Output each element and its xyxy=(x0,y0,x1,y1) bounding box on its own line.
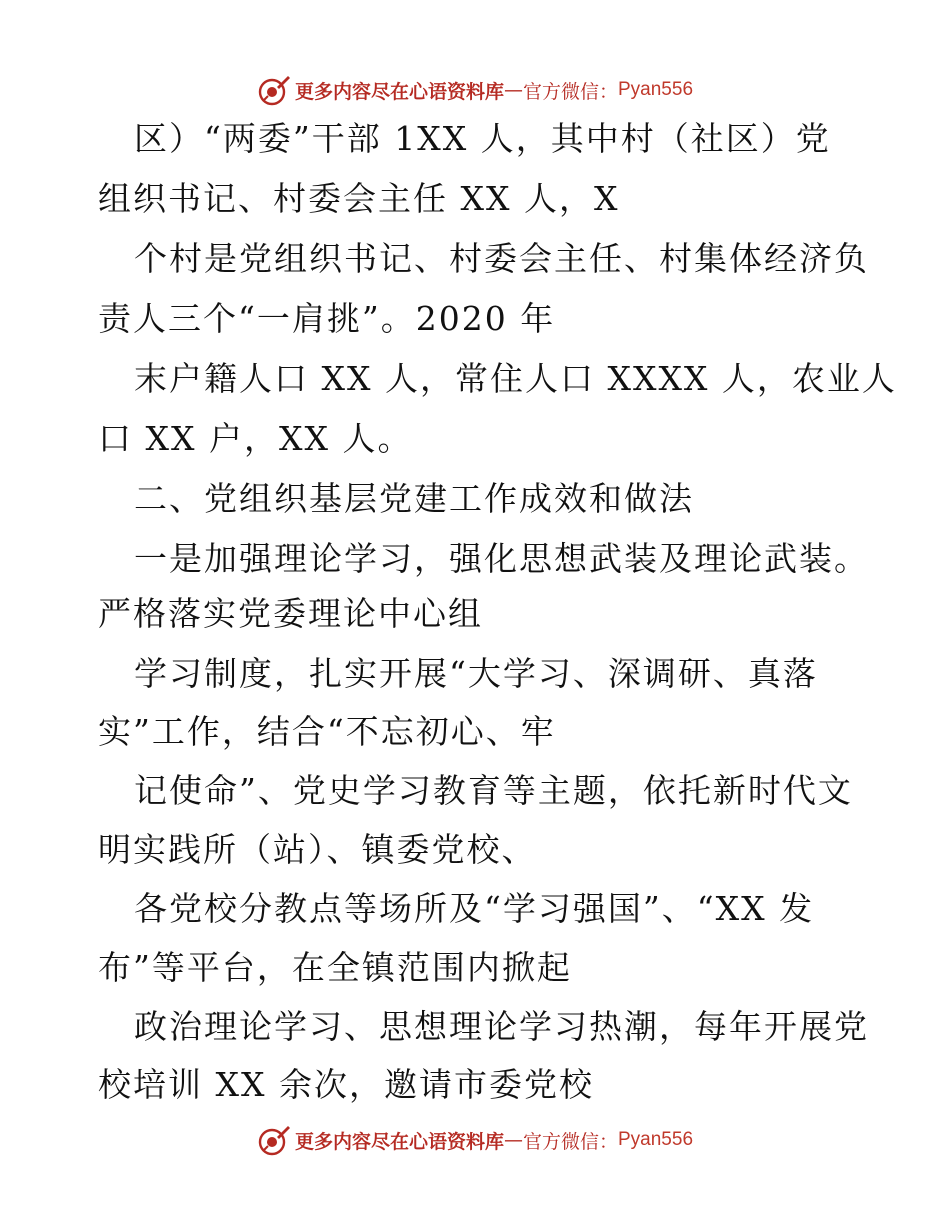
body-line: 校培训 XX 余次，邀请市委党校 xyxy=(98,1065,594,1104)
body-line: 区）“两委”干部 1XX 人，其中村（社区）党 xyxy=(134,119,831,158)
body-line: 实”工作，结合“不忘初心、牢 xyxy=(98,712,556,751)
quill-logo-icon xyxy=(257,73,291,107)
body-line: 口 XX 户，XX 人。 xyxy=(98,419,413,458)
watermark-dash: — xyxy=(503,1129,523,1151)
body-line: 布”等平台，在全镇范围内掀起 xyxy=(98,948,572,987)
body-line: 末户籍人口 XX 人，常住人口 XXXX 人，农业人 xyxy=(134,359,897,398)
watermark-account: Pyan556 xyxy=(618,1129,694,1150)
body-line: 明实践所（站）、镇委党校、 xyxy=(98,830,537,869)
watermark-brand-text: 更多内容尽在心语资料库 xyxy=(294,80,504,103)
body-line: 责人三个“一肩挑”。2020 年 xyxy=(98,299,556,338)
body-line: 记使命”、党史学习教育等主题，依托新时代文 xyxy=(134,771,853,810)
watermark-account: Pyan556 xyxy=(618,79,694,100)
body-line: 严格落实党委理论中心组 xyxy=(98,594,483,633)
header-watermark xyxy=(0,70,950,110)
body-line: 政治理论学习、思想理论学习热潮，每年开展党 xyxy=(134,1007,869,1046)
body-line: 学习制度，扎实开展“大学习、深调研、真落 xyxy=(134,654,818,693)
quill-logo-icon xyxy=(257,1123,291,1157)
watermark-brand-text: 更多内容尽在心语资料库 xyxy=(294,1130,504,1153)
body-line: 组织书记、村委会主任 XX 人，X xyxy=(98,179,620,218)
watermark-wechat-label: 官方微信： xyxy=(522,1130,618,1153)
footer-watermark xyxy=(0,1120,950,1160)
body-line: 各党校分教点等场所及“学习强国”、“XX 发 xyxy=(134,889,815,928)
watermark-wechat-label: 官方微信： xyxy=(522,80,618,103)
body-line: 一是加强理论学习，强化思想武装及理论武装。 xyxy=(134,539,869,578)
watermark-dash: — xyxy=(503,79,523,101)
section-heading: 二、党组织基层党建工作成效和做法 xyxy=(134,479,694,518)
body-line: 个村是党组织书记、村委会主任、村集体经济负 xyxy=(134,239,869,278)
